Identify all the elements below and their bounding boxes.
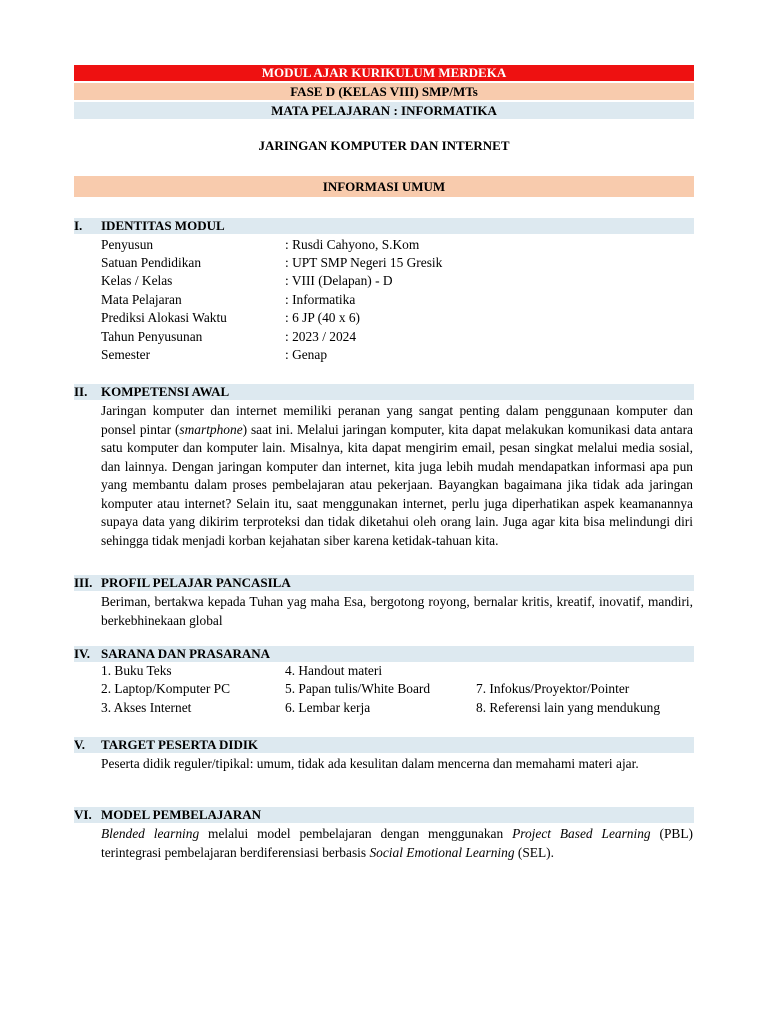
section-model-heading — [74, 807, 694, 823]
section-number: II. — [74, 384, 88, 399]
section-number: V. — [74, 737, 85, 752]
kompetensi-text-2: ) saat ini. Melalui jaringan komputer, kita dapat melakukan komunikasi data antara satu komputer dan komputer lain. Misalnya, kita dapat mengirim email, pesan singkat melalui media sosial, dan lainnya. Dengan jaringan komputer dan internet, kita juga lebih mudah mendapatkan informasi apa pun yang membantu dalam proses pembelajaran atau pekerjaan. Bayangkan bagaimana jika tidak ada jaringan komputer atau internet? Selain itu, saat menggunakan internet, perlu juga diperhatikan aspek keamanannya supaya data yang dikirim terproteksi dan tidak diketahui oleh orang lain. Juga agar kita bisa melindungi diri sehingga tidak menjadi korban kejahatan siber karena ketidak-tahuan kita. — [101, 421, 693, 548]
kompetensi-text-1: Jaringan komputer dan internet memiliki peranan yang sangat penting dalam penggunaan komputer dan ponsel pintar ( — [101, 403, 693, 437]
section-number: I. — [74, 218, 83, 233]
document-title: JARINGAN KOMPUTER DAN INTERNET — [258, 138, 510, 153]
section-target-heading — [74, 737, 694, 753]
identitas-value: : Genap — [285, 347, 328, 362]
identitas-value: : 2023 / 2024 — [285, 329, 357, 344]
sarana-item: 3. Akses Internet — [101, 700, 192, 715]
kompetensi-paragraph — [101, 402, 693, 550]
identitas-label: Penyusun — [101, 237, 154, 252]
sarana-item: 7. Infokus/Proyektor/Pointer — [476, 681, 630, 696]
identitas-value: : Rusdi Cahyono, S.Kom — [285, 237, 420, 252]
section-title: IDENTITAS MODUL — [101, 218, 225, 233]
section-identitas-heading — [74, 218, 694, 234]
identitas-label: Mata Pelajaran — [101, 292, 182, 307]
kompetensi-italic: smartphone — [179, 421, 243, 437]
sarana-item: 1. Buku Teks — [101, 663, 172, 678]
section-number: IV. — [74, 646, 91, 661]
section-kompetensi-heading — [74, 384, 694, 400]
sarana-item: 8. Referensi lain yang mendukung — [476, 700, 661, 715]
info-umum-heading: INFORMASI UMUM — [74, 176, 694, 197]
identitas-label: Kelas / Kelas — [101, 273, 173, 288]
section-title: MODEL PEMBELAJARAN — [101, 807, 261, 822]
model-italic-3: Social Emotional Learning — [369, 844, 515, 860]
header-module-title: MODUL AJAR KURIKULUM MERDEKA — [74, 65, 694, 81]
identitas-value: : UPT SMP Negeri 15 Gresik — [285, 255, 443, 270]
profil-paragraph: Beriman, bertakwa kepada Tuhan yag maha Esa, bergotong royong, bernalar kritis, kreatif, inovatif, mandiri, berkebhinekaan global — [101, 594, 693, 628]
section-title: PROFIL PELAJAR PANCASILA — [101, 575, 291, 590]
identitas-value: : Informatika — [285, 292, 356, 307]
model-italic-1: Blended learning — [101, 826, 200, 841]
model-text-1: melalui model pembelajaran dengan menggunakan — [199, 826, 513, 841]
sarana-item: 2. Laptop/Komputer PC — [101, 681, 231, 696]
sarana-item: 4. Handout materi — [285, 663, 383, 678]
header-phase: FASE D (KELAS VIII) SMP/MTs — [74, 83, 694, 100]
identitas-value: : 6 JP (40 x 6) — [285, 310, 361, 325]
sarana-item: 5. Papan tulis/White Board — [285, 681, 431, 696]
section-title: KOMPETENSI AWAL — [101, 384, 230, 399]
section-sarana-heading — [74, 646, 694, 662]
section-number: VI. — [74, 807, 92, 822]
model-paragraph — [101, 825, 693, 862]
section-number: III. — [74, 575, 93, 590]
section-profil-heading — [74, 575, 694, 591]
identitas-label: Tahun Penyusunan — [101, 329, 203, 344]
model-italic-2: Project Based Learning — [512, 826, 651, 841]
model-text-2: (PBL) terintegrasi pembelajaran berdiferensiasi berbasis — [101, 826, 693, 860]
header-subject: MATA PELAJARAN : INFORMATIKA — [74, 102, 694, 119]
model-text-3: (SEL). — [514, 844, 554, 860]
identitas-label: Prediksi Alokasi Waktu — [101, 310, 227, 325]
sarana-item: 6. Lembar kerja — [285, 700, 371, 715]
section-title: TARGET PESERTA DIDIK — [101, 737, 259, 752]
target-paragraph: Peserta didik reguler/tipikal: umum, tidak ada kesulitan dalam mencerna dan memahami materi ajar. — [101, 756, 639, 771]
identitas-label: Semester — [101, 347, 151, 362]
identitas-value: : VIII (Delapan) - D — [285, 273, 393, 288]
identitas-label: Satuan Pendidikan — [101, 255, 202, 270]
section-title: SARANA DAN PRASARANA — [101, 646, 271, 661]
